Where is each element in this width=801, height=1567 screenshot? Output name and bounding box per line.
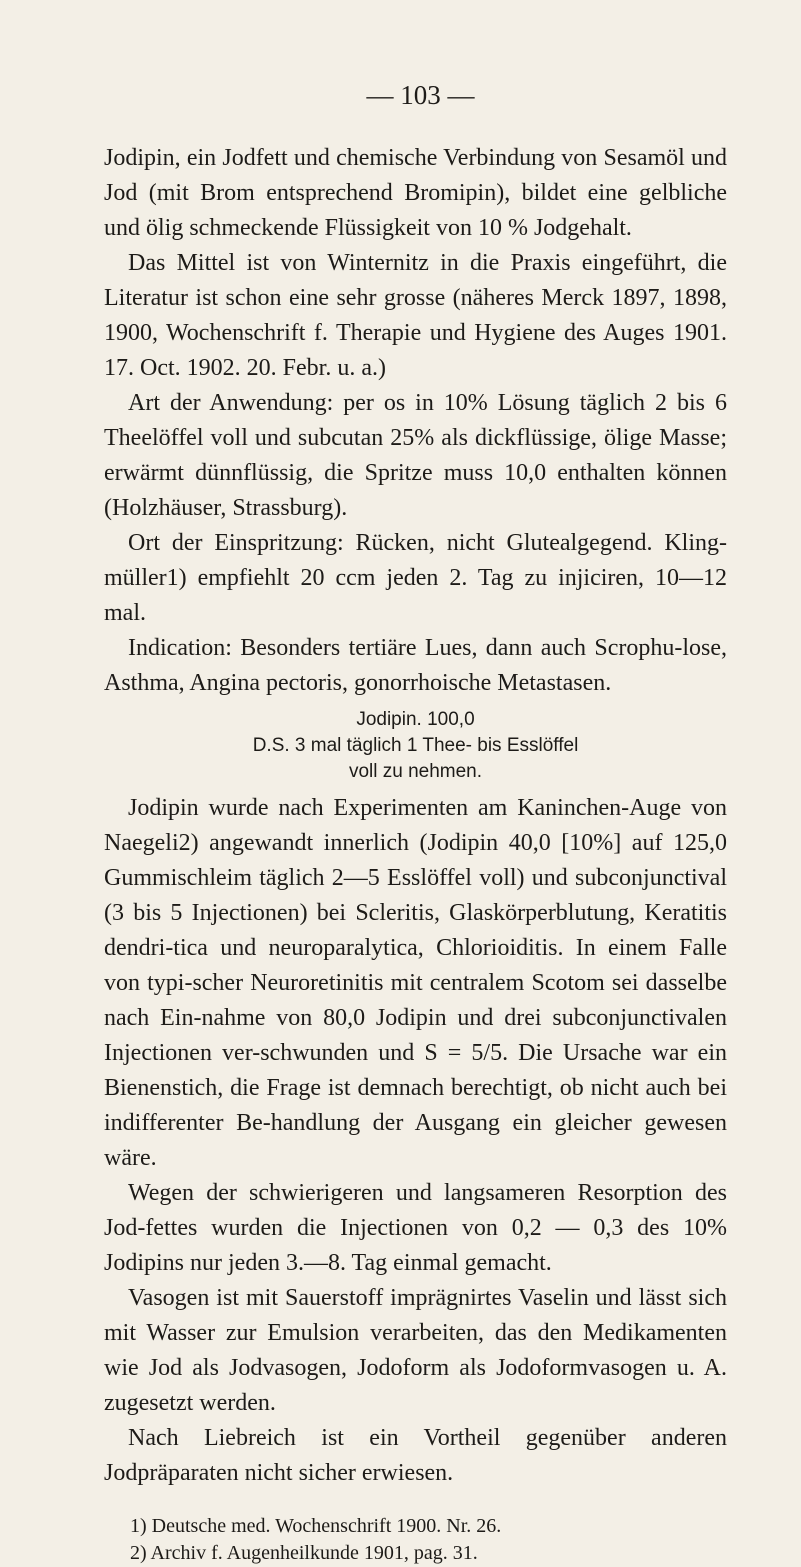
paragraph-vasogen: Vasogen ist mit Sauerstoff imprägnirtes Vaselin und lässt sich mit Wasser zur Emulsion verarbeiten, das den Medikamenten wie Jod als Jodvasogen, Jodoform als Jodoformvasogen u. A. zugesetzt werden. <box>104 1285 727 1416</box>
footnote: 1) Deutsche med. Wochenschrift 1900. Nr. 26. <box>130 1515 502 1537</box>
paragraph-injection-site: Ort der Einspritzung: Rücken, nicht Glutealgegend. Kling-müller1) empfiehlt 20 ccm jeden 2. Tag zu injiciren, 10—12 mal. <box>104 530 727 626</box>
prescription <box>104 707 727 785</box>
prescription-line: voll zu nehmen. <box>348 761 483 782</box>
paragraph-indication: Indication: Besonders tertiäre Lues, dann auch Scrophu-lose, Asthma, Angina pectoris, gonorrhoische Metastasen. <box>104 635 727 696</box>
paragraph-liebreich: Nach Liebreich ist ein Vortheil gegenüber anderen Jodpräparaten nicht sicher erwiesen. <box>104 1425 727 1486</box>
paragraph-experiments: Jodipin wurde nach Experimenten am Kaninchen-Auge von Naegeli2) angewandt innerlich (Jodipin 40,0 [10%] auf 125,0 Gummischleim täglich 2—5 Esslöffel voll) und subconjunctival (3 bis 5 Injectionen) bei Scleritis, Glaskörperblutung, Keratitis dendri-tica und neuroparalytica, Chlorioiditis. In einem Falle von typi-scher Neuroretinitis mit centralem Scotom sei dasselbe nach Ein-nahme von 80,0 Jodipin und drei subconjunctivalen Injectionen ver-schwunden und S = 5/5. Die Ursache war ein Bienenstich, die Frage ist demnach berechtigt, ob nicht auch bei indifferenter Be-handlung der Ausgang ein gleicher gewesen wäre. <box>104 795 727 1171</box>
footnotes <box>104 1513 727 1567</box>
page-number: — 103 — <box>366 80 475 110</box>
footnote: 2) Archiv f. Augenheilkunde 1901, pag. 31. <box>130 1542 478 1564</box>
paragraph-jodipin: Jodipin, ein Jodfett und chemische Verbindung von Sesamöl und Jod (mit Brom entsprechend Bromipin), bildet eine gelbliche und ölig schmeckende Flüssigkeit von 10 % Jodgehalt. <box>104 145 727 241</box>
paragraph-literature: Das Mittel ist von Winternitz in die Praxis eingeführt, die Literatur ist schon eine sehr grosse (näheres Merck 1897, 1898, 1900, Wochenschrift f. Therapie und Hygiene des Auges 1901. 17. Oct. 1902. 20. Febr. u. a.) <box>104 250 727 381</box>
paragraph-application: Art der Anwendung: per os in 10% Lösung täglich 2 bis 6 Theelöffel voll und subcutan 25% als dickflüssige, ölige Masse; erwärmt dünnflüssig, die Spritze muss 10,0 enthalten können (Holzhäuser, Strassburg). <box>104 390 727 521</box>
prescription-line: Jodipin. 100,0 <box>356 709 475 730</box>
prescription-line: D.S. 3 mal täglich 1 Thee- bis Esslöffel <box>252 735 579 756</box>
paragraph-resorption: Wegen der schwierigeren und langsameren Resorption des Jod-fettes wurden die Injectionen von 0,2 — 0,3 des 10% Jodipins nur jeden 3.—8. Tag einmal gemacht. <box>104 1180 727 1276</box>
